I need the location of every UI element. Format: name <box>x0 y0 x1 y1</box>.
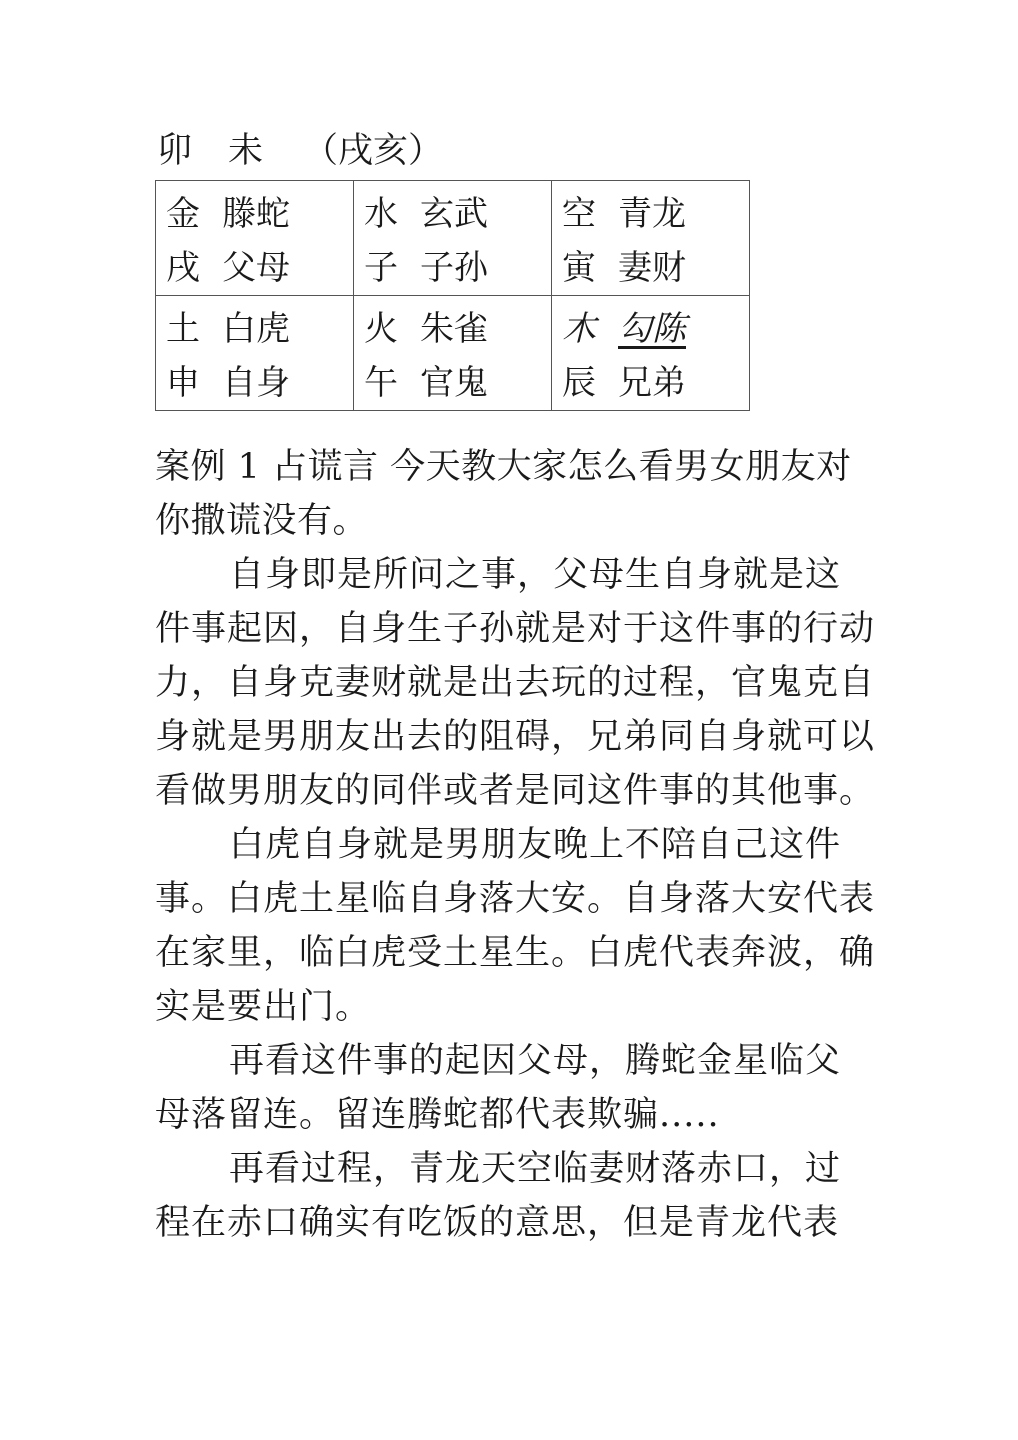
cell-relation: 兄弟 <box>618 363 686 403</box>
cell-relation: 父母 <box>222 248 290 288</box>
table-row <box>156 296 750 411</box>
table-cell <box>156 181 354 296</box>
header-branch-2: 未 <box>228 131 264 171</box>
header-branch-1: 卯 <box>157 131 193 171</box>
body-paragraph: 再看这件事的起因父母，腾蛇金星临父母落留连。留连腾蛇都代表欺骗..... <box>155 1041 842 1135</box>
cell-element: 土 <box>166 309 200 349</box>
cell-deity: 滕蛇 <box>222 194 290 234</box>
case-heading-paragraph: 案例 1 占谎言 今天教大家怎么看男女朋友对你撒谎没有。 <box>155 447 852 541</box>
cell-branch: 申 <box>166 363 200 403</box>
cell-line-2 <box>364 356 551 410</box>
header-line <box>157 128 443 174</box>
divination-table <box>155 180 750 411</box>
header-empty-branches: （戌亥） <box>303 131 444 171</box>
table-cell <box>354 181 552 296</box>
cell-line-1 <box>562 302 749 356</box>
cell-line-2 <box>166 356 353 410</box>
cell-deity: 玄武 <box>420 194 488 234</box>
table-cell <box>552 181 750 296</box>
cell-deity: 青龙 <box>618 194 686 234</box>
cell-deity: 白虎 <box>222 309 290 349</box>
cell-relation: 子孙 <box>420 248 488 288</box>
cell-branch: 寅 <box>562 248 596 288</box>
body-paragraph: 白虎自身就是男朋友晚上不陪自己这件事。白虎土星临自身落大安。自身落大安代表在家里，临白虎受土星生。白虎代表奔波，确实是要出门。 <box>155 825 876 1027</box>
cell-line-2 <box>562 241 749 295</box>
cell-branch: 辰 <box>562 363 596 403</box>
cell-relation: 自身 <box>222 363 290 403</box>
cell-relation: 官鬼 <box>420 363 488 403</box>
cell-element: 金 <box>166 194 200 234</box>
cell-deity: 勾陈 <box>618 309 686 349</box>
cell-element: 木 <box>562 309 596 349</box>
cell-branch: 子 <box>364 248 398 288</box>
cell-branch: 午 <box>364 363 398 403</box>
cell-deity: 朱雀 <box>420 309 488 349</box>
table-cell <box>354 296 552 411</box>
cell-element: 火 <box>364 309 398 349</box>
body-paragraph: 自身即是所问之事，父母生自身就是这件事起因，自身生子孙就是对于这件事的行动力，自身克妻财就是出去玩的过程，官鬼克自身就是男朋友出去的阻碍，兄弟同自身就可以看做男朋友的同伴或者是同这件事的其他事。 <box>155 555 876 811</box>
cell-line-2 <box>562 356 749 410</box>
cell-line-1 <box>562 187 749 241</box>
cell-element: 水 <box>364 194 398 234</box>
cell-line-1 <box>364 302 551 356</box>
article-body <box>155 440 875 1250</box>
cell-line-1 <box>364 187 551 241</box>
cell-branch: 戌 <box>166 248 200 288</box>
table-row <box>156 181 750 296</box>
table-cell <box>552 296 750 411</box>
cell-line-2 <box>166 241 353 295</box>
cell-line-1 <box>166 187 353 241</box>
body-paragraph: 再看过程，青龙天空临妻财落赤口，过程在赤口确实有吃饭的意思，但是青龙代表 <box>155 1149 842 1243</box>
cell-line-2 <box>364 241 551 295</box>
cell-line-1 <box>166 302 353 356</box>
cell-element: 空 <box>562 194 596 234</box>
table-cell <box>156 296 354 411</box>
cell-relation: 妻财 <box>618 248 686 288</box>
